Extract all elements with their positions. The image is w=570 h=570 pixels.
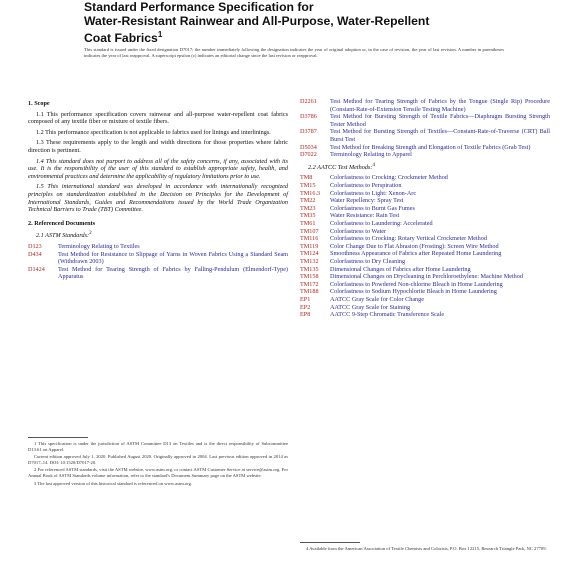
ref-item <box>300 304 550 312</box>
designation-note: This standard is issued under the fixed designation D7017; the number immediately following the designation indicates the year of original adoption or, in the case of revision, the year of last revision. A number in parentheses indicates the year of last reapproval. A superscript epsilon (ε) indicates an editorial change since the last revision or reapproval. <box>84 47 504 58</box>
ref-item <box>300 151 550 159</box>
ref-title-ep2[interactable]: AATCC Gray Scale for Staining <box>330 303 411 311</box>
ref-code-tm158[interactable]: TM158 <box>300 273 319 281</box>
footnote-divider-left <box>28 437 88 438</box>
referenced-documents-heading: 2. Referenced Documents <box>28 219 96 227</box>
left-column <box>28 98 288 281</box>
ref-code-tm61[interactable]: TM61 <box>300 219 316 227</box>
ref-item <box>300 205 550 213</box>
footnote-1: 1 This specification is under the jurisdiction of ASTM Committee D13 on Textiles and is the direct responsibility of Subcommittee D13.61 on Apparel. <box>28 441 288 452</box>
title-line-1: Standard Performance Specification for <box>84 0 314 14</box>
ref-item <box>300 212 550 220</box>
ref-item <box>300 144 550 152</box>
ref-item <box>300 128 550 143</box>
ref-code-tm35[interactable]: TM35 <box>300 212 316 220</box>
ref-code-tm188[interactable]: TM188 <box>300 288 319 296</box>
ref-title-ep8[interactable]: AATCC 9-Step Chromatic Transference Scale <box>330 311 445 319</box>
ref-code-tm8[interactable]: TM8 <box>300 174 313 182</box>
ref-title-d7022[interactable]: Terminology Relating to Apparel <box>330 151 412 159</box>
ref-code-ep2[interactable]: EP2 <box>300 303 311 311</box>
ref-code-tm132[interactable]: TM132 <box>300 257 319 265</box>
ref-title-d5034[interactable]: Test Method for Breaking Strength and Elongation of Textile Fabrics (Grab Test) <box>330 143 531 151</box>
ref-code-tm172[interactable]: TM172 <box>300 280 319 288</box>
ref-title-tm124[interactable]: Smoothness Appearance of Fabrics after Repeated Home Laundering <box>330 250 502 258</box>
title-line-3-text: Coat Fabrics <box>84 31 158 46</box>
ref-title-tm35[interactable]: Water Resistance: Rain Test <box>330 212 400 220</box>
ref-code-d123[interactable]: D123 <box>28 242 42 250</box>
ref-item <box>28 243 288 251</box>
ref-title-tm107[interactable]: Colorfastness to Water <box>330 227 387 235</box>
title-footnote-mark: 1 <box>157 30 163 40</box>
ref-code-d3786[interactable]: D3786 <box>300 113 317 121</box>
ref-code-d2261[interactable]: D2261 <box>300 98 317 105</box>
ref-title-tm135[interactable]: Dimensional Changes of Fabrics after Home Laundering <box>330 265 471 273</box>
ref-item <box>300 258 550 266</box>
ref-item <box>300 190 550 198</box>
ref-title-tm61[interactable]: Colorfastness to Laundering: Accelerated <box>330 219 433 227</box>
ref-title-tm23[interactable]: Colorfastness to Burnt Gas Fumes <box>330 204 415 212</box>
ref-item <box>300 174 550 182</box>
footnote-1b: Current edition approved July 1, 2020. Published August 2020. Originally approved in 2004. Last previous edition approved in 2014 as D7017–14. DOI: 10.1520/D7017-20. <box>28 454 288 465</box>
ref-title-d3787[interactable]: Test Method for Bursting Strength of Textiles—Constant-Rate-of-Traverse (CRT) Ball Burst Test <box>330 128 550 143</box>
ref-title-d2261[interactable]: Test Method for Tearing Strength of Fabrics by the Tongue (Single Rip) Procedure (Constant-Rate-of-Extension Tensile Testing Machine) <box>330 98 550 113</box>
ref-item <box>300 266 550 274</box>
ref-item <box>300 273 550 281</box>
ref-item <box>300 243 550 251</box>
ref-item <box>300 235 550 243</box>
scope-para-1-4: 1.4 This standard does not purport to address all of the safety concerns, if any, associated with its use. It is the responsibility of the user of this standard to establish appropriate safety, health, and environmental practices and determine the applicability of regulatory limitations prior to use. <box>28 157 288 180</box>
ref-title-tm8[interactable]: Colorfastness to Crocking: Crockmeter Method <box>330 174 448 182</box>
ref-item <box>300 220 550 228</box>
ref-title-tm172[interactable]: Colorfastness to Powdered Non-chlorine Bleach in Home Laundering <box>330 280 503 288</box>
ref-title-tm132[interactable]: Colorfastness to Dry Cleaning <box>330 257 406 265</box>
ref-item <box>300 197 550 205</box>
ref-code-tm116[interactable]: TM116 <box>300 235 319 243</box>
ref-title-tm16-3[interactable]: Colorfastness to Light: Xenon-Arc <box>330 189 417 197</box>
right-column <box>300 98 550 319</box>
ref-code-ep1[interactable]: EP1 <box>300 295 311 303</box>
ref-item <box>300 281 550 289</box>
astm-footnote-mark: 2 <box>89 230 92 237</box>
scope-para-1-2: 1.2 This performance specification is not applicable to fabrics used for linings and interlinings. <box>36 128 271 136</box>
ref-code-d3787[interactable]: D3787 <box>300 128 317 136</box>
ref-code-ep8[interactable]: EP8 <box>300 311 311 319</box>
scope-para-1-3: 1.3 These requirements apply to the length and width directions for those properties where fabric direction is pertinent. <box>28 139 288 154</box>
ref-code-d5034[interactable]: D5034 <box>300 143 317 151</box>
ref-item <box>300 288 550 296</box>
ref-code-tm22[interactable]: TM22 <box>300 197 316 205</box>
ref-title-d123[interactable]: Terminology Relating to Textiles <box>58 242 140 250</box>
footnote-3: 3 The last approved version of this historical standard is referenced on www.astm.org. <box>34 480 193 486</box>
ref-title-tm188[interactable]: Colorfastness to Sodium Hypochlorite Bleach in Home Laundering <box>330 288 497 296</box>
ref-code-tm16-3[interactable]: TM16.3 <box>300 189 321 197</box>
title-line-2: Water-Resistant Rainwear and All-Purpose, Water-Repellent <box>84 14 430 29</box>
ref-item <box>300 98 550 113</box>
footnote-4: 4 Available from the American Association of Textile Chemists and Colorists, P.O. Box 12215, Research Triangle Park, NC 27709. <box>306 546 547 551</box>
aatcc-footnote-mark: 4 <box>372 161 375 168</box>
left-footnotes <box>28 441 288 488</box>
astm-standards-line <box>28 230 288 240</box>
right-footnote <box>300 546 550 554</box>
ref-code-d434[interactable]: D434 <box>28 250 42 258</box>
scope-para-1-1: 1.1 This performance specification covers rainwear and all-purpose water-repellent coat fabrics composed of any textile fiber or mixture of textile fibers. <box>28 110 288 126</box>
ref-title-d3786[interactable]: Test Method for Bursting Strength of Textile Fabrics—Diaphragm Bursting Strength Tester Method <box>330 113 550 128</box>
ref-item <box>300 182 550 190</box>
ref-code-tm135[interactable]: TM135 <box>300 265 319 273</box>
ref-item <box>300 250 550 258</box>
scope-heading: 1. Scope <box>28 100 50 107</box>
ref-item <box>300 113 550 128</box>
ref-title-d1424[interactable]: Test Method for Tearing Strength of Fabrics by Falling-Pendulum (Elmendorf-Type) Apparatus <box>58 265 288 281</box>
ref-item <box>300 296 550 304</box>
astm-standards-label: 2.1 ASTM Standards: <box>36 232 90 240</box>
ref-item <box>28 266 288 281</box>
ref-item <box>28 251 288 266</box>
ref-title-tm158[interactable]: Dimensional Changes on Drycleaning in Perchloroethylene: Machine Method <box>330 273 523 281</box>
ref-title-d434[interactable]: Test Method for Resistance to Slippage of Yarns in Woven Fabrics Using a Standard Seam (Withdrawn 2003) <box>58 250 288 266</box>
ref-code-tm107[interactable]: TM107 <box>300 227 319 235</box>
ref-code-d7022[interactable]: D7022 <box>300 151 317 159</box>
ref-item <box>300 311 550 319</box>
ref-title-tm22[interactable]: Water Repellency: Spray Test <box>330 197 404 205</box>
ref-code-tm119[interactable]: TM119 <box>300 242 319 250</box>
ref-code-tm23[interactable]: TM23 <box>300 204 316 212</box>
ref-title-tm119[interactable]: Color Change Due to Flat Abrasion (Frosting): Screen Wire Method <box>330 242 499 250</box>
scope-para-1-5: 1.5 This international standard was developed in accordance with internationally recognized principles on standardization established in the Decision on Principles for the Development of International Standards, Guides and Recommendations issued by the World Trade Organization Technical Barriers to Trade (TBT) Committee. <box>28 183 288 214</box>
ref-code-d1424[interactable]: D1424 <box>28 265 45 273</box>
ref-code-tm124[interactable]: TM124 <box>300 250 319 258</box>
ref-title-ep1[interactable]: AATCC Gray Scale for Color Change <box>330 295 424 303</box>
ref-item <box>300 228 550 236</box>
aatcc-methods-label: 2.2 AATCC Test Methods: <box>308 163 373 171</box>
footnote-2: 2 For referenced ASTM standards, visit the ASTM website, www.astm.org, or contact ASTM Customer Service at service@astm.org. For Annual Book of ASTM Standards volume information, refer to the standard's Document Summary page on the ASTM website. <box>28 467 288 478</box>
ref-code-tm15[interactable]: TM15 <box>300 182 316 189</box>
ref-title-tm15[interactable]: Colorfastness to Perspiration <box>330 182 402 189</box>
title-line-3 <box>84 28 504 45</box>
ref-title-tm116[interactable]: Colorfastness to Crocking: Rotary Vertical Crockmeter Method <box>330 235 487 243</box>
document-title <box>84 0 504 46</box>
aatcc-methods-line <box>300 162 550 172</box>
footnote-divider-right <box>300 542 360 543</box>
